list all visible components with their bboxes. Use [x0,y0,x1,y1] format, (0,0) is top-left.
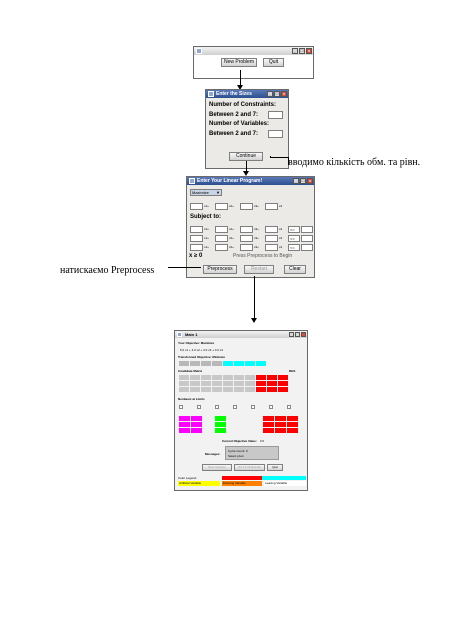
relation-select[interactable] [288,244,300,251]
arrow-line [254,276,255,320]
messages-box [225,446,279,460]
relation-value: <= [290,245,295,250]
matrix-cell [223,381,233,386]
matrix-cell [245,381,255,386]
transformed-cell [234,361,244,366]
var-label: x1+ [204,245,209,249]
rhs-input[interactable] [301,244,313,251]
matrix-cell [201,375,211,380]
constraints-range-label: Between 2 and 7: [209,112,259,118]
arrow-head-icon [251,318,257,323]
objective-select-value: Maximize [192,190,209,195]
var-label: x1+ [204,227,209,231]
tableau-cell [215,422,226,427]
matrix-cell [223,387,233,392]
tableau-cell [215,416,226,421]
main-menu-titlebar [194,47,313,55]
matrix-cell [245,375,255,380]
variables-range-label: Between 2 and 7: [209,131,259,137]
var-label: x1+ [204,236,209,240]
full-results-button[interactable]: Do 5 Full Results [234,464,265,471]
constraint-coef-input[interactable] [215,244,228,251]
matrix-cell [212,375,222,380]
minimize-icon[interactable] [289,332,294,337]
relation-value: <= [290,236,295,241]
nonbasic-checkbox[interactable] [269,405,273,409]
matrix-cell [267,381,277,386]
objective-line: Your Objective: Maximize [178,341,215,345]
var-label: x2+ [229,204,234,208]
objective-coef-3[interactable] [240,203,253,210]
matrix-cell [289,375,299,380]
tableau-cell [275,422,286,427]
next-iteration-button[interactable]: Next Iteration [202,464,232,471]
matrix-cell [201,387,211,392]
annotation-line [270,157,288,158]
var-label: x4 [279,236,283,240]
matrix-cell [267,375,277,380]
tableau-cell [287,416,298,421]
legend-leaving [264,481,306,486]
tableau-cell [263,428,274,433]
transformed-cell [201,361,211,366]
rhs-label: RHS [289,369,296,373]
message-line: Cycle Count: 0 [228,449,248,453]
objective-expression: 5.0 x1 + 4.0 x2 + 3.0 x3 + 0.0 x4 [180,348,223,352]
constraint-coef-input[interactable] [265,244,278,251]
enter-count-annotation: вводимо кількість обм. та рівн. [288,157,421,168]
app-icon [189,178,195,184]
tableau-cell [275,428,286,433]
var-label: x3+ [254,204,259,208]
var-label: x3+ [254,227,259,231]
main-menu-window [193,46,314,79]
legend-label: Leaving Variable [265,481,288,485]
var-label: x2+ [229,227,234,231]
matrix-cell [179,381,189,386]
variables-input[interactable] [268,130,283,138]
tableau-cell [227,416,238,421]
legend-label: Entering Variable [223,481,246,485]
var-label: x4 [279,204,283,208]
tableau-cell [251,422,262,427]
var-label: x2+ [229,236,234,240]
tableau-cell [263,416,274,421]
var-label: x2+ [229,245,234,249]
matrix-cell [267,387,277,392]
sizes-title: Enter the Sizes [216,91,252,97]
app-icon [196,48,202,54]
constraint-coef-input[interactable] [190,226,203,233]
hint-text: Press Preprocess to Begin [233,253,293,259]
transformed-objective-title: Transformed Objective: Minimize [178,355,226,359]
tableau-cell [179,422,190,427]
constraint-coef-input[interactable] [215,235,228,242]
matrix-cell [190,387,200,392]
annotation-line [168,267,201,268]
current-objective-value: 0.0 [260,439,265,443]
matrix-cell [278,375,288,380]
tableau-cell [263,422,274,427]
nonbasic-checkbox[interactable] [251,405,255,409]
matrix-cell [212,387,222,392]
tableau-cell [239,422,250,427]
matrix-cell [223,375,233,380]
matrix-cell [179,375,189,380]
transformed-cell [190,361,200,366]
nonbasic-title: Nonbasic at Limits [178,397,205,401]
message-line: Select pivot [228,454,244,458]
matrix-cell [289,387,299,392]
constraint-coef-input[interactable] [265,226,278,233]
minimize-icon[interactable]: _ [294,178,298,183]
maximize-icon[interactable]: □ [300,48,304,53]
var-label: x1+ [204,204,209,208]
tableau-cell [227,428,238,433]
tableau-cell [287,422,298,427]
transformed-cell [256,361,266,366]
quit-button[interactable]: Quit [263,58,284,67]
chevron-down-icon: ▼ [216,190,220,195]
matrix-cell [289,381,299,386]
tableau-cell [179,416,190,421]
tableau-cell [191,422,202,427]
result-window [174,330,308,491]
tableau-cell [239,428,250,433]
preprocess-button[interactable]: Preprocess [203,265,237,274]
restart-button[interactable]: Restart [244,265,274,274]
matrix-cell [234,375,244,380]
tableau-cell [203,428,214,433]
nonbasic-checkbox[interactable] [179,405,183,409]
maximize-icon[interactable]: □ [275,91,279,96]
tableau-cell [179,428,190,433]
objective-coef-1[interactable] [190,203,203,210]
rhs-input[interactable] [301,226,313,233]
linear-program-window [186,176,315,278]
constraint-coef-input[interactable] [240,226,253,233]
matrix-cell [278,387,288,392]
lp-title: Enter Your Linear Program! [197,178,263,184]
var-label: x3+ [254,236,259,240]
current-objective-label: Current Objective Value: [222,439,257,443]
var-label: x4 [279,227,283,231]
relation-select[interactable] [288,235,300,242]
subject-to-label: Subject to: [190,214,221,220]
matrix-cell [190,375,200,380]
close-icon[interactable]: × [308,178,312,183]
matrix-cell [245,387,255,392]
transformed-cell [179,361,189,366]
matrix-cell [278,381,288,386]
tableau-cell [191,416,202,421]
relation-select[interactable] [288,226,300,233]
objective-select[interactable] [190,189,222,196]
legend-strip-top-cyan [262,476,306,480]
minimize-icon[interactable]: _ [293,48,297,53]
tableau-cell [251,428,262,433]
press-preprocess-annotation: натискаємо Preprocess [60,265,155,276]
messages-label: Messages: [205,452,221,456]
app-icon [177,332,182,337]
close-icon[interactable] [301,332,306,337]
var-label: x3+ [254,245,259,249]
legend-title: Color Legend: [178,476,197,480]
constraint-coef-input[interactable] [190,244,203,251]
constraint-coef-input[interactable] [240,244,253,251]
matrix-cell [190,381,200,386]
matrix-cell [234,381,244,386]
continue-button[interactable]: Continue [229,152,263,161]
relation-value: <= [290,227,295,232]
tableau-cell [215,428,226,433]
nonbasic-checkbox[interactable] [287,405,291,409]
constraint-coef-input[interactable] [190,235,203,242]
tableau-cell [203,416,214,421]
maximize-icon[interactable]: □ [301,178,305,183]
legend-artificial [178,481,220,486]
nonbasic-checkbox[interactable] [215,405,219,409]
legend-label: Artificial Variable [179,481,202,485]
tableau-cell [287,428,298,433]
legend-entering [222,481,262,486]
maximize-icon[interactable] [295,332,300,337]
app-icon [208,91,214,97]
rhs-input[interactable] [301,235,313,242]
transformed-cell [223,361,233,366]
nonbasic-checkbox[interactable] [197,405,201,409]
variables-label: Number of Variables: [209,121,270,127]
tableau-cell [203,422,214,427]
tableau-cell [191,428,202,433]
constraint-coef-input[interactable] [240,235,253,242]
close-icon[interactable]: × [282,91,286,96]
result-quit-button[interactable]: Quit [267,464,283,471]
matrix-cell [179,387,189,392]
var-label: x4 [279,245,283,249]
matrix-cell [256,381,266,386]
nonneg-label: x ≥ 0 [189,253,203,259]
clear-button[interactable]: Clear [284,265,306,274]
tableau-cell [275,416,286,421]
objective-coef-2[interactable] [215,203,228,210]
matrix-cell [256,375,266,380]
matrix-cell [212,381,222,386]
result-titlebar [175,331,307,338]
minimize-icon[interactable]: _ [268,91,272,96]
constraints-input[interactable] [268,111,283,119]
candidate-matrix-title: Candidate Matrix [178,369,203,373]
close-icon[interactable]: × [307,48,311,53]
sizes-titlebar [206,90,288,98]
lp-titlebar [187,177,314,185]
objective-coef-4[interactable] [265,203,278,210]
matrix-cell [234,387,244,392]
tableau-cell [251,416,262,421]
nonbasic-checkbox[interactable] [233,405,237,409]
transformed-cell [212,361,222,366]
constraint-coef-input[interactable] [265,235,278,242]
new-problem-button[interactable]: New Problem [221,58,257,67]
result-title: Main 1 [185,332,198,337]
matrix-cell [201,381,211,386]
constraint-coef-input[interactable] [215,226,228,233]
matrix-cell [256,387,266,392]
legend-strip-top [222,476,262,480]
constraints-label: Number of Constraints: [209,102,277,108]
tableau-cell [227,422,238,427]
tableau-cell [239,416,250,421]
transformed-cell [245,361,255,366]
